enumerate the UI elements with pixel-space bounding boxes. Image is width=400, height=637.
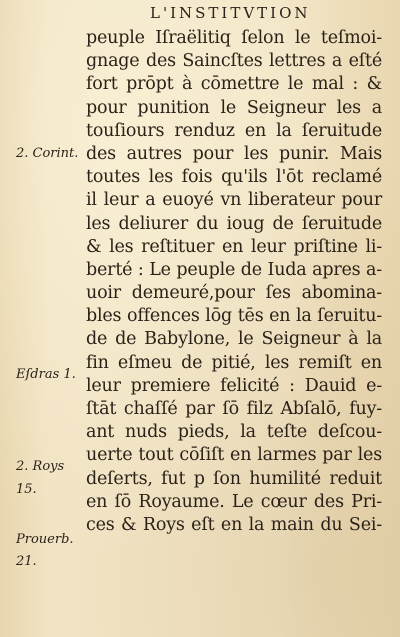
text-line: peuple Iſraëlitiq ſelon le teſmoi- — [86, 28, 382, 48]
margin-note-corinthians: 2. Corint. — [16, 146, 79, 161]
main-text-block — [86, 27, 382, 537]
text-line: leur premiere felicité : Dauid e- — [86, 375, 382, 396]
margin-note-kings-chapter: 15. — [16, 482, 37, 497]
text-line: en ſō Royaume. Le cœur des Pri- — [86, 491, 382, 512]
text-line: & les reſtituer en leur priſtine li- — [86, 236, 382, 257]
text-line: ſtāt chaſſé par ſō filz Abſalō, fuy- — [86, 399, 382, 419]
text-line: les deliurer du ioug de ſeruitude — [86, 213, 382, 234]
text-line: ces & Roys eſt en la main du Sei- — [86, 514, 382, 535]
text-line: pour punition le Seigneur les a — [86, 97, 382, 118]
text-line: toutes les fois qu'ils l'ōt reclamé — [86, 167, 382, 188]
text-line: deſerts, fut p ſon humilité reduit — [86, 468, 382, 489]
text-line: des autres pour les punir. Mais — [86, 143, 382, 164]
text-line: fort prōpt à cōmettre le mal : & — [86, 74, 382, 95]
text-line: uoir demeuré,pour ſes abomina- — [86, 283, 382, 304]
text-line: de de Babylone, le Seigneur à la — [86, 329, 382, 350]
text-line: fin eſmeu de pitié, les remiſt en — [86, 352, 382, 373]
running-head: L'INSTITVTION — [150, 4, 311, 22]
text-line: touſiours renduz en la ſeruitude — [86, 120, 382, 141]
text-line: gnage des Saincſtes lettres a eſté — [86, 51, 382, 72]
margin-note-kings: 2. Roys — [16, 459, 65, 474]
text-line: il leur a euoyé vn liberateur pour — [86, 190, 382, 211]
text-line: bles offences lōg tēs en la ſeruitu- — [86, 306, 382, 327]
margin-note-esdras: Eſdras 1. — [16, 367, 76, 382]
text-line: ant nuds pieds, la teſte deſcou- — [86, 422, 382, 443]
text-line: berté : Le peuple de Iuda apres a- — [86, 259, 382, 280]
margin-note-proverbs: Prouerb. — [16, 532, 74, 547]
text-line: uerte tout cōſiſt en larmes par les — [86, 445, 382, 466]
margin-note-proverbs-chapter: 21. — [16, 554, 37, 569]
